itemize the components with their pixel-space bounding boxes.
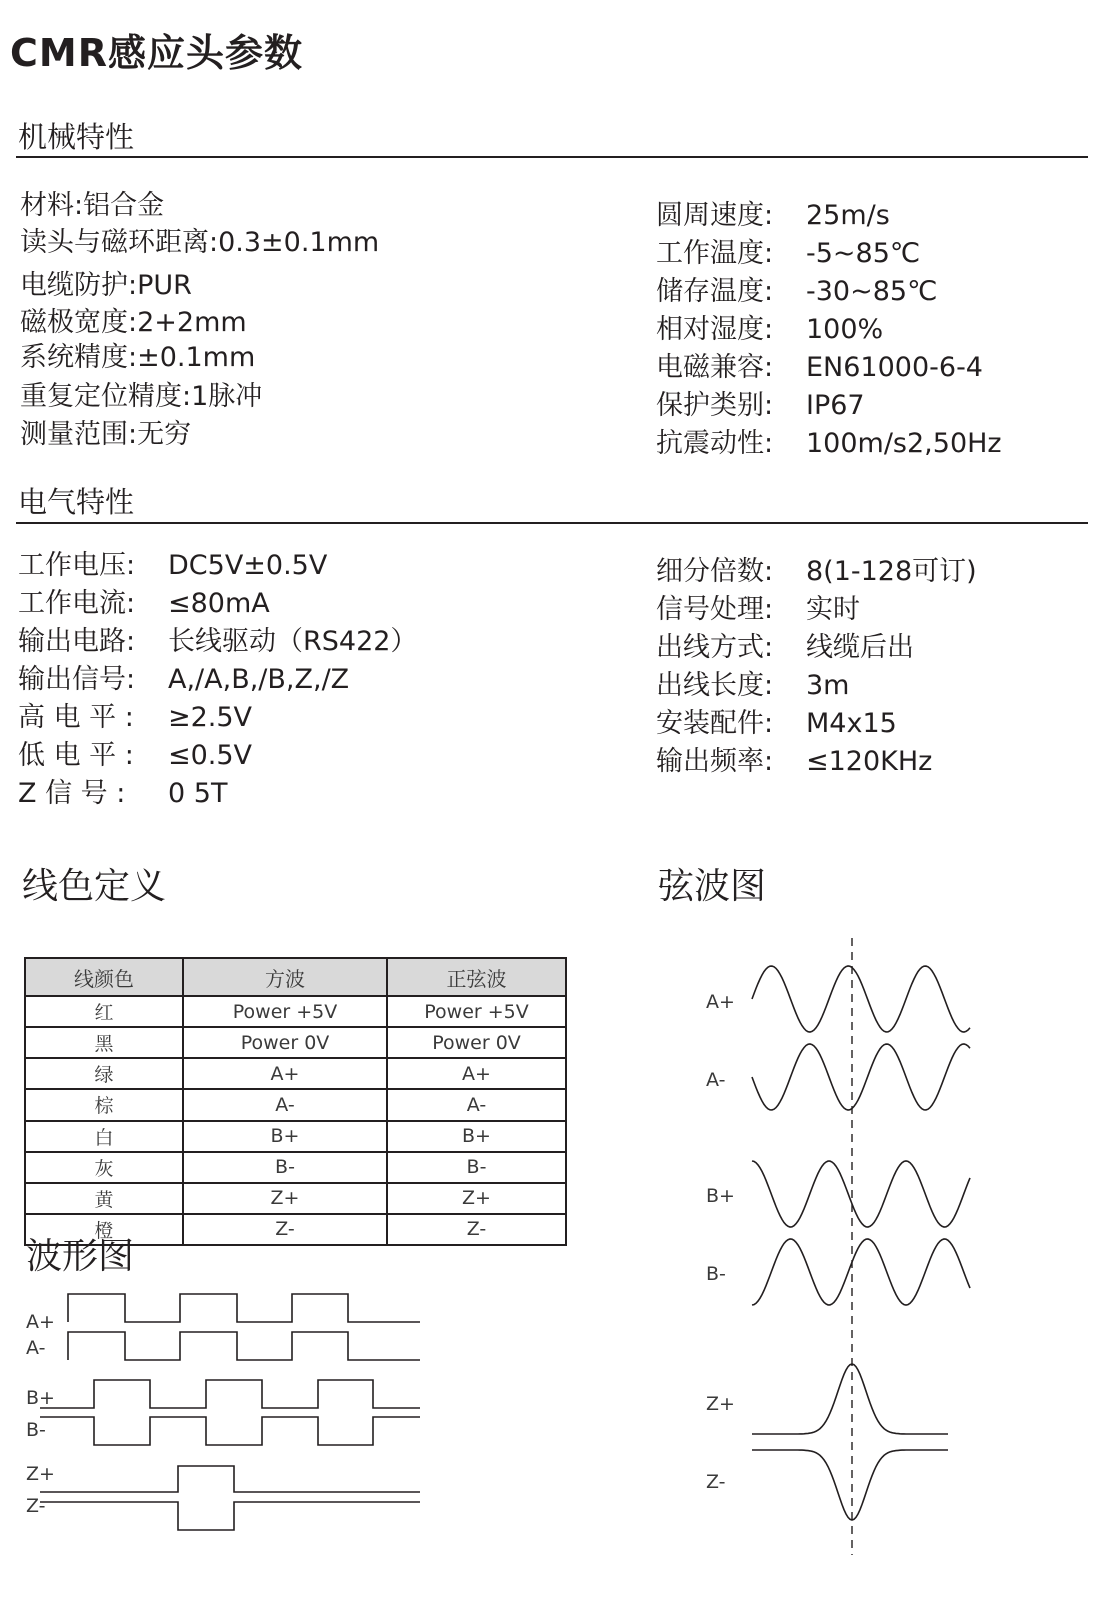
- wave-label: Z-: [26, 1495, 46, 1517]
- table-row: [25, 1089, 566, 1120]
- table-cell: Z+: [387, 1183, 566, 1214]
- spec-row: 电缆防护:PUR: [20, 270, 192, 301]
- wire-heading: 线色定义: [22, 866, 167, 907]
- table-cell: A-: [387, 1089, 566, 1120]
- wave-label: B-: [706, 1263, 726, 1285]
- table-cell: B+: [183, 1121, 387, 1152]
- spec-row: 圆周速度: 25m/s: [656, 200, 890, 231]
- table-cell: Power 0V: [387, 1027, 566, 1058]
- spec-row: 工作电压: DC5V±0.5V: [18, 550, 328, 581]
- wave-label: A-: [26, 1337, 46, 1359]
- spec-row: 磁极宽度:2+2mm: [20, 307, 247, 338]
- spec-row: 安装配件: M4x15: [656, 708, 897, 739]
- electrical-divider: [16, 522, 1088, 524]
- sine-wave-a-plus: [752, 966, 970, 1032]
- table-cell: Power +5V: [183, 996, 387, 1027]
- table-cell: A-: [183, 1089, 387, 1120]
- square-wave-a-plus: [68, 1294, 420, 1322]
- table-cell: Power 0V: [183, 1027, 387, 1058]
- table-cell: 棕: [25, 1089, 183, 1120]
- wave-label: B-: [26, 1419, 46, 1441]
- spec-row: 出线方式: 线缆后出: [656, 632, 914, 663]
- sine-wave-b-minus: [752, 1239, 970, 1305]
- table-row: [25, 1183, 566, 1214]
- spec-row: 出线长度: 3m: [656, 670, 850, 701]
- table-cell: 灰: [25, 1152, 183, 1183]
- column-header: 正弦波: [387, 958, 566, 996]
- column-header: 方波: [183, 958, 387, 996]
- table-cell: Power +5V: [387, 996, 566, 1027]
- square-wave-b-minus: [40, 1417, 420, 1445]
- table-cell: 黄: [25, 1183, 183, 1214]
- sine-wave-heading: 弦波图: [658, 866, 767, 907]
- square-wave-z-minus: [40, 1502, 420, 1530]
- table-header-row: [25, 958, 566, 996]
- sine-wave-z-minus: [752, 1450, 948, 1520]
- spec-row: 低 电 平 : ≤0.5V: [18, 740, 253, 771]
- table-row: [25, 1121, 566, 1152]
- square-wave-a-minus-main: [68, 1332, 420, 1360]
- square-wave-heading: 波形图: [26, 1236, 135, 1277]
- sine-wave-z-plus: [752, 1364, 948, 1434]
- spec-row: 测量范围:无穷: [20, 419, 192, 450]
- spec-row: 材料:铝合金: [20, 190, 165, 221]
- mechanical-heading: 机械特性: [18, 120, 135, 154]
- table-cell: A+: [183, 1058, 387, 1089]
- spec-row: 读头与磁环距离:0.3±0.1mm: [20, 227, 380, 258]
- wire-color-table: [24, 957, 567, 1246]
- table-row: [25, 1152, 566, 1183]
- spec-row: 细分倍数: 8(1-128可订): [656, 556, 977, 587]
- spec-row: 系统精度:±0.1mm: [20, 342, 256, 373]
- sine-wave-a-minus: [752, 1044, 970, 1110]
- spec-row: 输出频率: ≤120KHz: [656, 746, 933, 777]
- spec-row: 电磁兼容: EN61000-6-4: [656, 352, 983, 383]
- table-cell: Z-: [183, 1214, 387, 1245]
- table-row: [25, 1058, 566, 1089]
- wave-label: Z-: [706, 1471, 726, 1493]
- page-title: CMR感应头参数: [10, 31, 303, 75]
- table-cell: 红: [25, 996, 183, 1027]
- table-cell: 橙: [25, 1214, 183, 1245]
- electrical-heading: 电气特性: [18, 485, 135, 519]
- spec-row: 信号处理: 实时: [656, 594, 860, 625]
- table-row: [25, 1027, 566, 1058]
- square-wave-b-plus: [40, 1380, 420, 1408]
- mechanical-divider: [16, 156, 1088, 158]
- wave-label: A+: [26, 1311, 55, 1333]
- wave-label: B+: [26, 1387, 55, 1409]
- table-cell: Z-: [387, 1214, 566, 1245]
- wave-label: A+: [706, 991, 735, 1013]
- spec-row: Z 信 号 : 0 5T: [18, 778, 228, 809]
- table-cell: 白: [25, 1121, 183, 1152]
- table-cell: 绿: [25, 1058, 183, 1089]
- spec-row: 相对湿度: 100%: [656, 314, 884, 345]
- table-cell: B+: [387, 1121, 566, 1152]
- sine-wave-b-plus: [752, 1161, 970, 1227]
- wave-label: Z+: [26, 1463, 55, 1485]
- spec-row: 抗震动性: 100m/s2,50Hz: [656, 428, 1002, 459]
- spec-row: 重复定位精度:1脉冲: [20, 381, 263, 412]
- spec-row: 工作温度: -5~85℃: [656, 238, 921, 269]
- spec-row: 输出电路: 长线驱动（RS422）: [18, 626, 418, 657]
- spec-row: 高 电 平 : ≥2.5V: [18, 702, 253, 733]
- wave-label: Z+: [706, 1393, 735, 1415]
- spec-row: 储存温度: -30~85℃: [656, 276, 938, 307]
- table-cell: Z+: [183, 1183, 387, 1214]
- table-cell: 黑: [25, 1027, 183, 1058]
- table-cell: A+: [387, 1058, 566, 1089]
- spec-row: 输出信号: A,/A,B,/B,Z,/Z: [18, 664, 350, 695]
- sine-waveform-diagram: [690, 930, 990, 1560]
- table-cell: B-: [387, 1152, 566, 1183]
- square-waveform-diagram: [0, 1280, 440, 1570]
- square-wave-z-plus: [40, 1466, 420, 1492]
- spec-row: 工作电流: ≤80mA: [18, 588, 270, 619]
- table-cell: B-: [183, 1152, 387, 1183]
- wave-label: B+: [706, 1185, 735, 1207]
- wave-label: A-: [706, 1069, 726, 1091]
- spec-row: 保护类别: IP67: [656, 390, 865, 421]
- table-row: [25, 996, 566, 1027]
- column-header: 线颜色: [25, 958, 183, 996]
